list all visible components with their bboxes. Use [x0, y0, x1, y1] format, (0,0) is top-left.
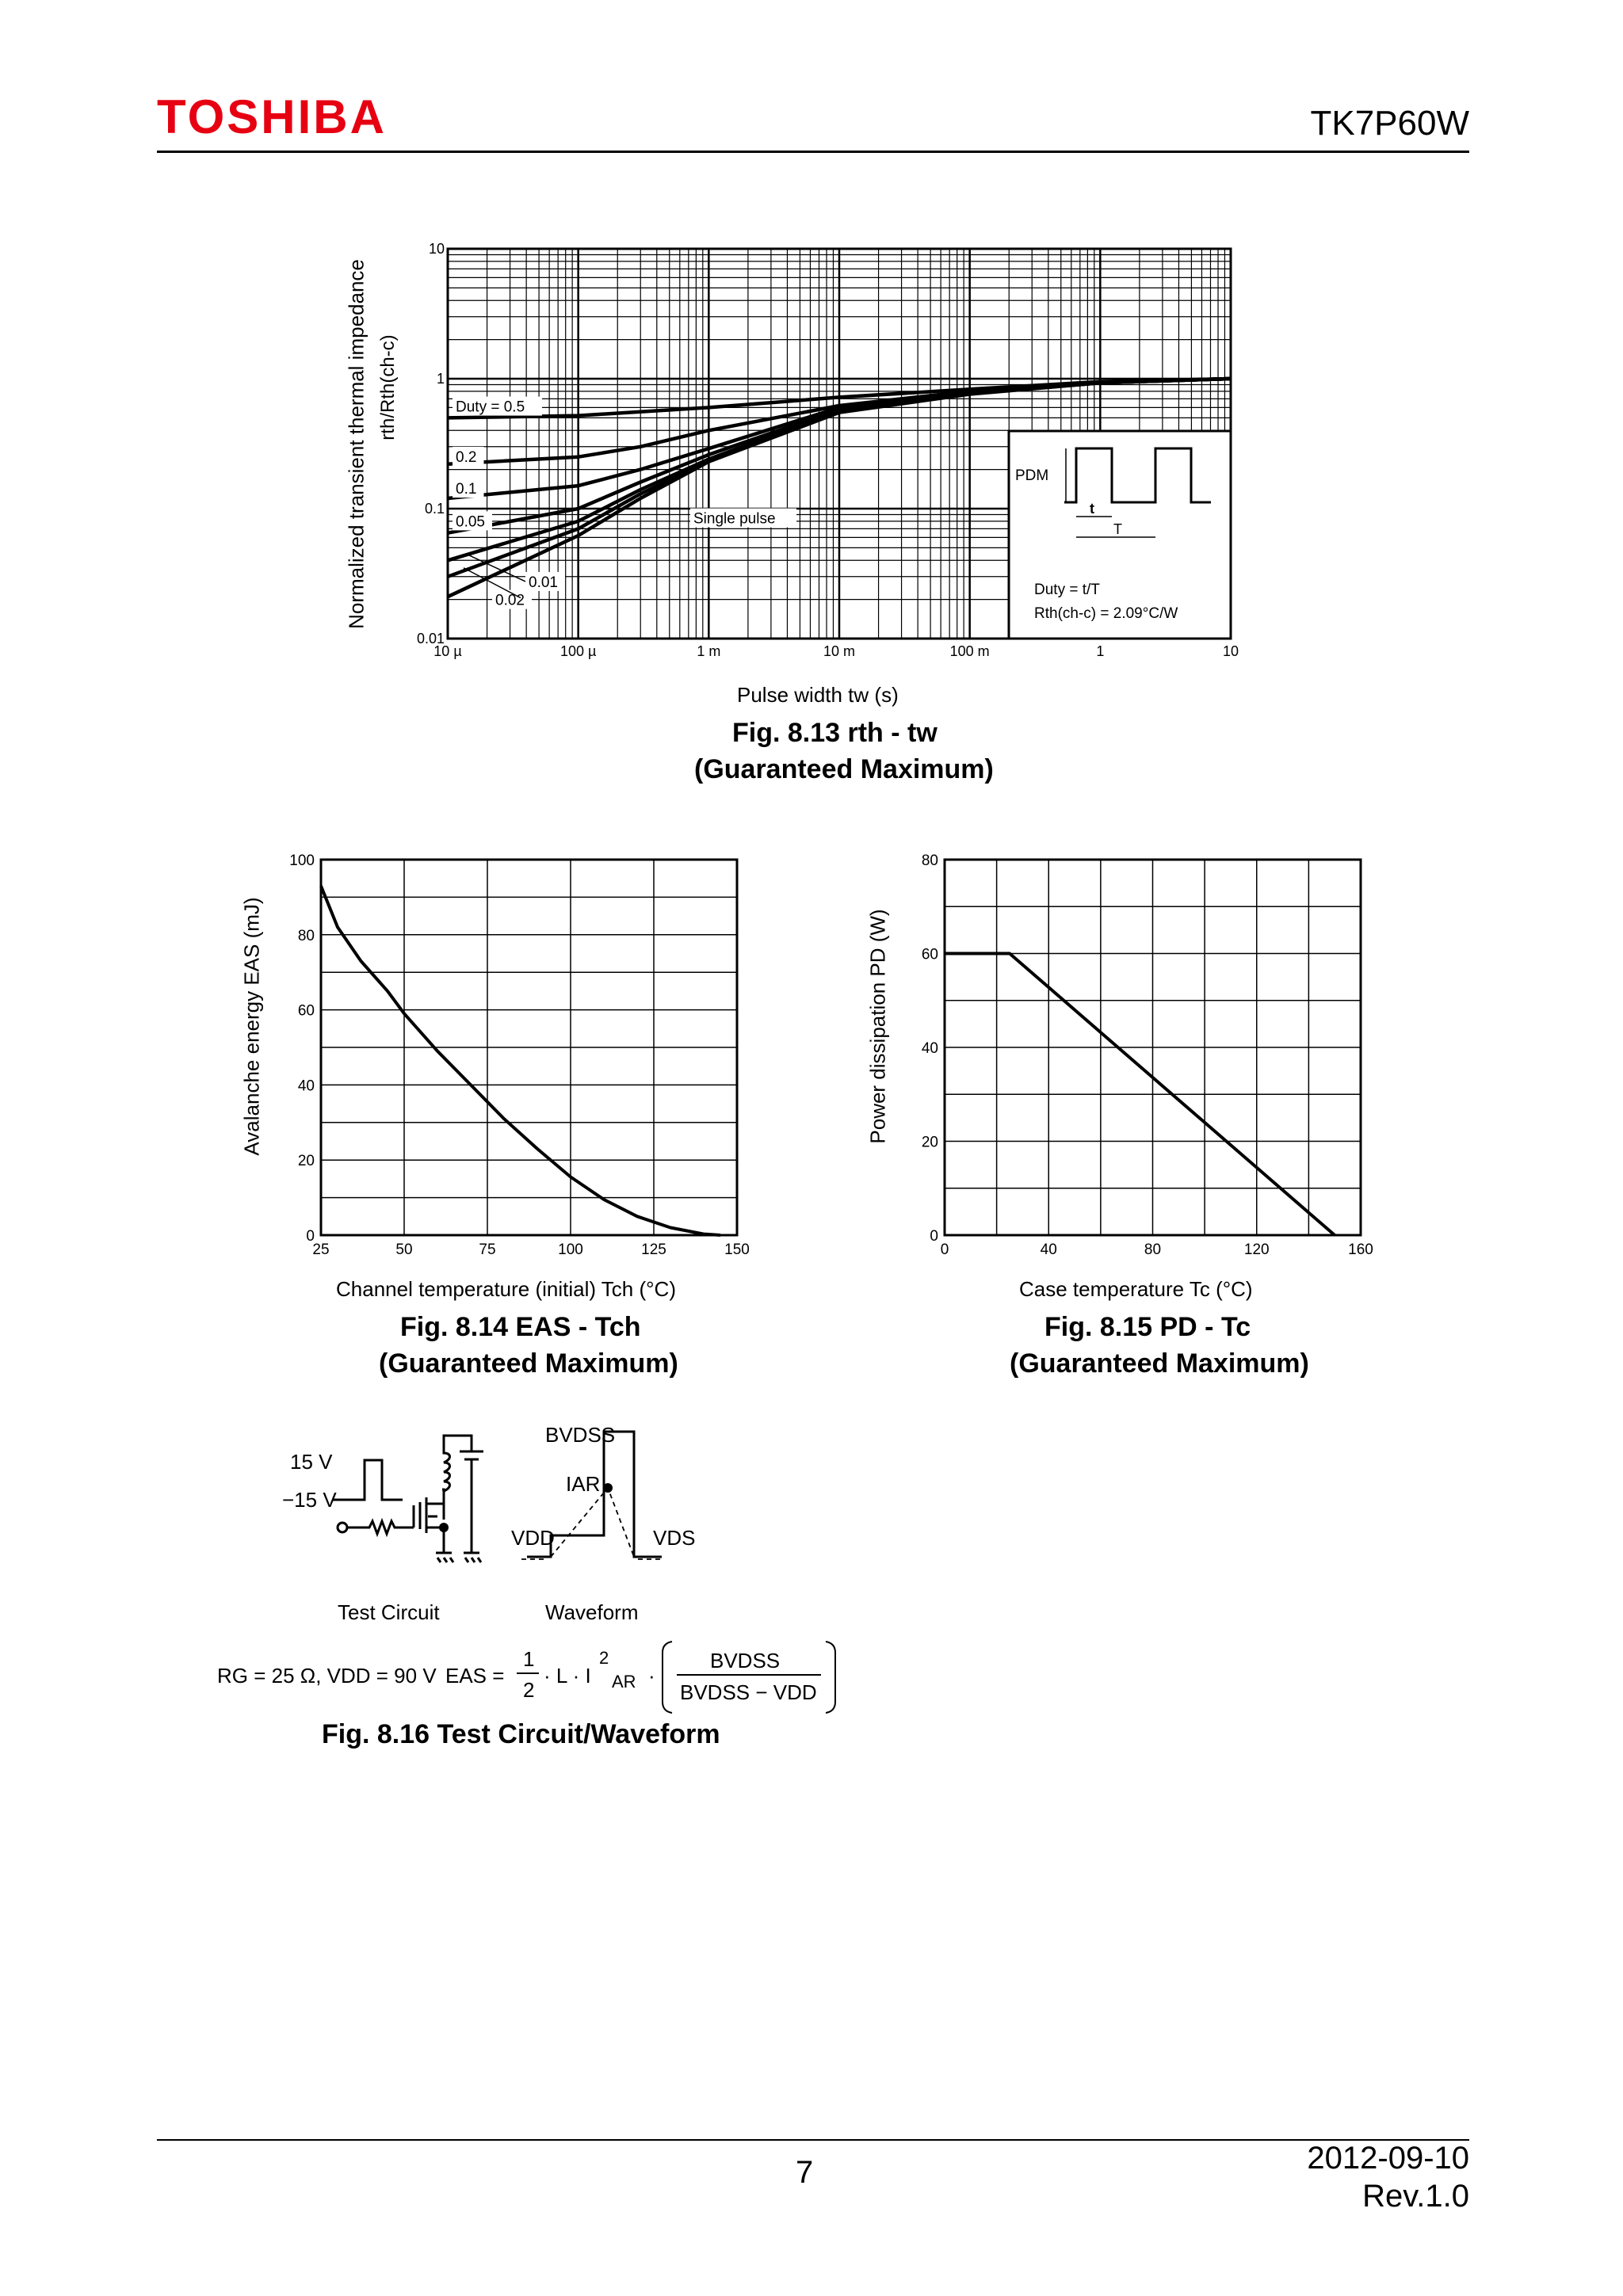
chart-xtick: 50	[395, 1241, 413, 1258]
fig15-chart	[903, 848, 1379, 1276]
chart-ytick: 60	[921, 946, 938, 963]
bracket-left	[663, 1642, 672, 1713]
fig14-caption-sub: (Guaranteed Maximum)	[379, 1348, 678, 1379]
fig16-diagram	[214, 1418, 848, 1751]
fig13-xtick: 10	[1222, 643, 1239, 659]
frac-num: 1	[523, 1647, 535, 1671]
chart-ytick: 20	[297, 1153, 315, 1170]
fig13-ylabel2-wrap	[372, 246, 404, 531]
fig13-ytick: 0.01	[416, 631, 445, 646]
fig13-inset-rth: Rth(ch-c) = 2.09°C/W	[1034, 605, 1178, 622]
fig13-xlabel: Pulse width tw (s)	[737, 683, 899, 707]
gate-junction-dot	[439, 1523, 449, 1532]
chart-xtick: 0	[940, 1241, 949, 1258]
fig16-caption: Fig. 8.16 Test Circuit/Waveform	[322, 1719, 720, 1749]
fig13-xtick: 10 m	[823, 643, 856, 659]
fig15-caption: Fig. 8.15 PD - Tc	[1044, 1312, 1251, 1342]
fig13-caption-sub: (Guaranteed Maximum)	[694, 754, 994, 784]
chart-ytick: 0	[930, 1228, 938, 1245]
fig14-chart	[277, 848, 761, 1276]
footer-rule	[157, 2139, 1469, 2141]
fig13-ytick: 1	[436, 371, 445, 387]
chart-ytick: 0	[306, 1228, 315, 1245]
chart-ytick: 80	[921, 852, 938, 869]
waveform-current-ramp	[551, 1488, 634, 1557]
fig13-chart	[333, 238, 1268, 681]
chart-xtick: 80	[1144, 1241, 1162, 1258]
fig13-xtick: 10 µ	[433, 643, 462, 659]
chart-xtick: 125	[641, 1241, 666, 1258]
waveform-label: Waveform	[545, 1600, 639, 1624]
chart-xtick: 25	[312, 1241, 330, 1258]
fig13-ylabel-wrap	[341, 246, 372, 642]
page-number: 7	[796, 2155, 814, 2190]
mosfet-gate	[414, 1502, 420, 1529]
fig13-xtick: 1 m	[697, 643, 721, 659]
inductor-lead	[442, 1489, 444, 1504]
fig13-duty-label: Duty = 0.5	[456, 399, 525, 416]
part-number: TK7P60W	[1310, 104, 1469, 143]
vdd-label: VDD	[511, 1526, 555, 1550]
conditions-text: RG = 25 Ω, VDD = 90 V	[217, 1664, 437, 1688]
formula-middle: · L · I	[544, 1664, 591, 1688]
chart-ytick: 20	[921, 1134, 938, 1151]
vds-label: VDS	[653, 1526, 696, 1550]
fig13-ylabel2: rth/Rth(ch-c)	[377, 334, 399, 441]
formula-exp: 2	[599, 1648, 609, 1668]
chart-series-line	[321, 886, 720, 1235]
fig13-ytick: 0.1	[424, 501, 445, 517]
chart-ytick: 40	[297, 1077, 315, 1095]
fig13-duty-label: 0.02	[495, 592, 525, 609]
bvdss-label: BVDSS	[545, 1423, 616, 1447]
inductor-coil	[444, 1436, 472, 1491]
fig13-inset-pdm: PDM	[1015, 467, 1049, 484]
fig13-caption: Fig. 8.13 rth - tw	[732, 718, 938, 748]
fig14-ylabel: Avalanche energy EAS (mJ)	[239, 897, 264, 1156]
formula-sub-ar: AR	[612, 1672, 636, 1691]
formula-dot: ·	[648, 1664, 655, 1688]
fig14-caption: Fig. 8.14 EAS - Tch	[400, 1312, 641, 1342]
eas-label: EAS =	[445, 1664, 505, 1688]
fig15-ylabel-wrap	[862, 860, 894, 1192]
chart-ytick: 60	[297, 1002, 315, 1020]
bracket-right	[826, 1642, 835, 1713]
bracket-den: BVDSS − VDD	[680, 1680, 817, 1704]
chart-ytick: 80	[297, 927, 315, 944]
chart-xtick: 100	[558, 1241, 583, 1258]
input-node	[338, 1523, 347, 1532]
fig13-xtick: 100 µ	[559, 643, 597, 659]
fig13-inset-duty: Duty = t/T	[1034, 582, 1100, 598]
fig14-ylabel-wrap	[236, 860, 268, 1192]
chart-xtick: 160	[1348, 1241, 1373, 1258]
header-rule	[157, 151, 1469, 153]
iar-label: IAR	[566, 1472, 601, 1496]
fig13-xtick: 100 m	[949, 643, 990, 659]
fig13-duty-label: 0.01	[529, 574, 558, 591]
fig13-xtick: 1	[1096, 643, 1105, 659]
chart-xtick: 75	[479, 1241, 496, 1258]
ground-left	[436, 1553, 453, 1562]
toshiba-logo: TOSHIBA	[157, 90, 387, 143]
fig15-caption-sub: (Guaranteed Maximum)	[1010, 1348, 1309, 1379]
revision-label: Rev.1.0	[1362, 2179, 1469, 2214]
gate-pulse	[333, 1460, 403, 1500]
fig15-xlabel: Case temperature Tc (°C)	[1019, 1277, 1253, 1301]
fig13-inset-period: T	[1113, 521, 1122, 537]
fig13-duty-label: Single pulse	[693, 510, 776, 528]
fig15-ylabel: Power dissipation PD (W)	[865, 909, 890, 1144]
circuit-label: Test Circuit	[338, 1600, 440, 1624]
fig14-xlabel: Channel temperature (initial) Tch (°C)	[336, 1277, 676, 1301]
fig13-duty-label: 0.2	[456, 448, 477, 466]
ground-right	[464, 1553, 481, 1562]
chart-ytick: 100	[289, 852, 315, 869]
frac-den: 2	[523, 1678, 535, 1702]
bracket-num: BVDSS	[710, 1649, 781, 1672]
v-high-label: 15 V	[290, 1450, 333, 1474]
revision-date: 2012-09-10	[1307, 2141, 1469, 2176]
fig13-ytick: 10	[428, 241, 445, 257]
chart-ytick: 40	[921, 1040, 938, 1057]
supply-battery	[460, 1451, 483, 1553]
v-low-label: −15 V	[282, 1488, 337, 1512]
chart-xtick: 120	[1243, 1241, 1270, 1258]
fig13-duty-label: 0.1	[456, 481, 477, 498]
chart-xtick: 40	[1040, 1241, 1057, 1258]
chart-xtick: 150	[724, 1241, 750, 1258]
gate-resistor	[347, 1521, 414, 1534]
fig13-ylabel: Normalized transient thermal impedance	[344, 259, 369, 629]
fig13-duty-label: 0.05	[456, 513, 485, 531]
fig13-inset-t: t	[1090, 501, 1094, 517]
